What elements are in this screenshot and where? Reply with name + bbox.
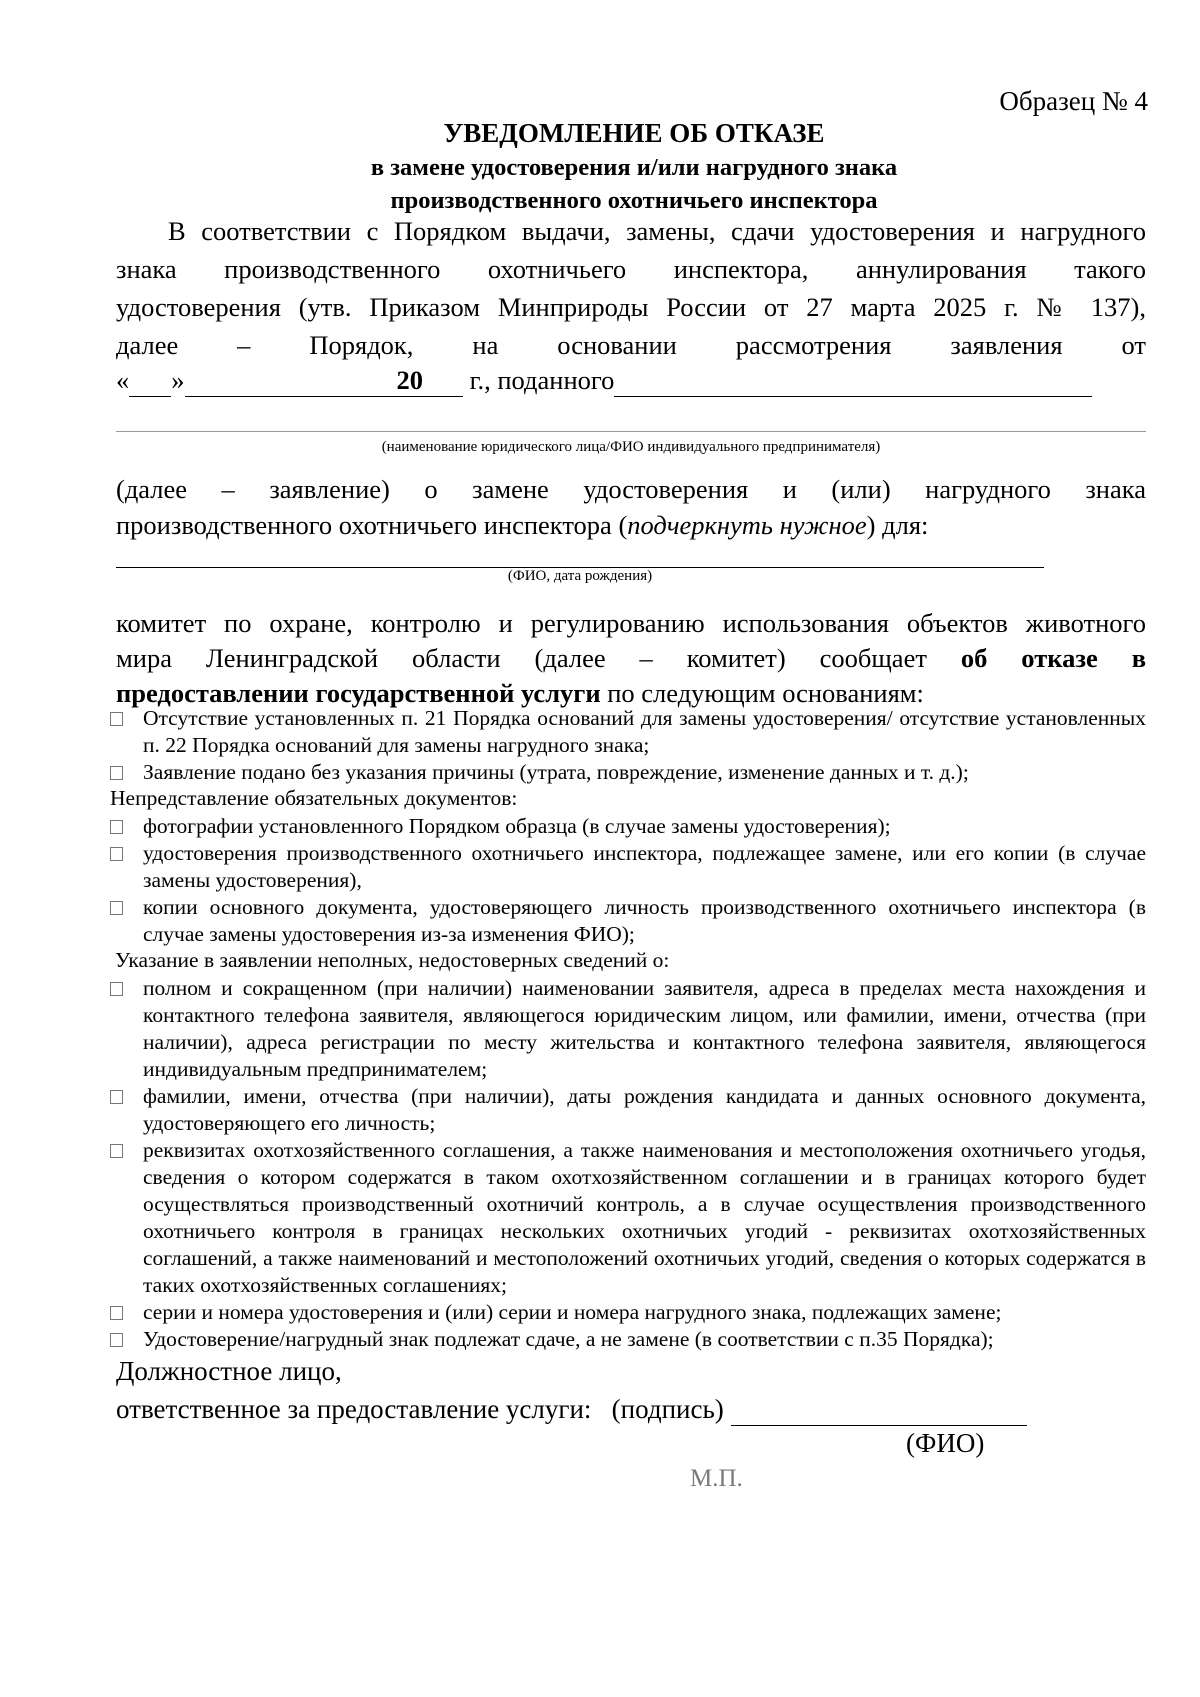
checkbox[interactable] xyxy=(110,712,123,726)
document-subtitle-2: производственного охотничьего инспектора xyxy=(390,187,878,214)
day-blank[interactable] xyxy=(129,365,171,397)
reason-no-grounds: Отсутствие установленных п. 21 Порядка оснований для замены удостоверения/ отсутствие установленных п. 22 Порядка оснований для замены нагрудного знака; xyxy=(143,705,1146,759)
reason-doc-identity: копии основного документа, удостоверяющего личность производственного охотничьего инспектора (в случае замены удостоверения из-за изменения ФИО); xyxy=(143,894,1146,948)
submitted-label: г., поданного xyxy=(469,365,615,395)
reason-doc-certificate: удостоверения производственного охотничьего инспектора, подлежащее замене, или его копии (в случае замены удостоверения), xyxy=(143,840,1146,894)
intro-line-4: далее – Порядок, на основании рассмотрения заявления от xyxy=(116,330,1146,360)
quote-open: « xyxy=(116,365,130,395)
reason-doc-photo: фотографии установленного Порядком образца (в случае замены удостоверения); xyxy=(143,813,1146,840)
docs-header: Непредставление обязательных документов: xyxy=(110,786,518,810)
reason-surrender: Удостоверение/нагрудный знак подлежат сдаче, а не замене (в соответствии с п.35 Порядка); xyxy=(143,1326,1146,1353)
checkbox[interactable] xyxy=(110,1306,123,1320)
reason-no-cause: Заявление подано без указания причины (утрата, повреждение, изменение данных и т. д.); xyxy=(143,759,1146,786)
statement-line-1: (далее – заявление) о замене удостоверения и (или) нагрудного знака xyxy=(116,474,1146,504)
month-blank[interactable] xyxy=(185,365,397,397)
committee-line-2: мира Ленинградской области (далее – комитет) сообщает об отказе в xyxy=(116,643,1146,673)
checkbox[interactable] xyxy=(110,766,123,780)
applicant-caption: (наименование юридического лица/ФИО индивидуального предпринимателя) xyxy=(381,439,881,455)
intro-line-3: удостоверения (утв. Приказом Минприроды России от 27 марта 2025 г. № 137), xyxy=(116,292,1146,322)
checkbox[interactable] xyxy=(110,820,123,834)
sample-number: Образец № 4 xyxy=(999,86,1148,116)
signature-line[interactable] xyxy=(731,1394,1027,1426)
official-responsible-row xyxy=(116,1394,1027,1426)
signature-label: (подпись) xyxy=(611,1394,724,1424)
checkbox[interactable] xyxy=(110,1333,123,1347)
reason-info-candidate: фамилии, имени, отчества (при наличии), даты рождения кандидата и данных основного документа, удостоверяющего его личность; xyxy=(143,1083,1146,1137)
year-blank[interactable] xyxy=(423,365,463,397)
checkbox[interactable] xyxy=(110,847,123,861)
person-caption: (ФИО, дата рождения) xyxy=(507,568,653,584)
checkbox[interactable] xyxy=(110,982,123,996)
year-prefix: 20 xyxy=(396,365,423,395)
checkbox[interactable] xyxy=(110,901,123,915)
responsible-label: ответственное за предоставление услуги: xyxy=(116,1394,592,1424)
committee-line-3: предоставлении государственной услуги по следующим основаниям: xyxy=(116,678,924,708)
reason-info-applicant: полном и сокращенном (при наличии) наименовании заявителя, адреса в пределах места нахождения и контактного телефона заявителя, являющегося юридическим лицом, или фамилии, имени, отчества (при наличии), адреса регистрации по месту жительства и контактного телефона заявителя, являющегося индивидуальным предпринимателем; xyxy=(143,975,1146,1083)
intro-line-1: В соответствии с Порядком выдачи, замены, сдачи удостоверения и нагрудного xyxy=(168,216,1146,246)
document-title: УВЕДОМЛЕНИЕ ОБ ОТКАЗЕ xyxy=(443,118,825,148)
application-date-row xyxy=(116,365,1146,397)
fio-label: (ФИО) xyxy=(906,1428,985,1458)
stamp-placeholder: М.П. xyxy=(690,1465,743,1492)
committee-line-1: комитет по охране, контролю и регулированию использования объектов животного xyxy=(116,608,1146,638)
document-subtitle-1: в замене удостоверения и/или нагрудного знака xyxy=(370,154,898,181)
info-header: Указание в заявлении неполных, недостоверных сведений о: xyxy=(115,948,670,972)
submitted-by-blank[interactable] xyxy=(614,365,1092,397)
intro-line-2: знака производственного охотничьего инспектора, аннулирования такого xyxy=(116,254,1146,284)
official-label: Должностное лицо, xyxy=(116,1356,342,1386)
underline-hint: подчеркнуть нужное xyxy=(627,510,867,540)
reason-info-series: серии и номера удостоверения и (или) серии и номера нагрудного знака, подлежащих замене; xyxy=(143,1299,1146,1326)
checkbox[interactable] xyxy=(110,1090,123,1104)
reason-info-agreement: реквизитах охотхозяйственного соглашения, а также наименования и местоположения охотничьего угодья, сведения о котором содержатся в таком охотхозяйственном соглашении и в границах которого будет осуществляться производственный охотничий контроль, а в случае осуществления производственного охотничьего контроля в границах нескольких охотничьих угодий - реквизитах охотхозяйственных соглашений, а также наименований и местоположений охотничьих угодий, сведения о которых содержатся в таких охотхозяйственных соглашениях; xyxy=(143,1137,1146,1299)
checkbox[interactable] xyxy=(110,1144,123,1158)
quote-close: » xyxy=(171,365,185,395)
statement-line-2: производственного охотничьего инспектора (подчеркнуть нужное) для: xyxy=(116,510,929,540)
applicant-name-line[interactable] xyxy=(116,431,1146,432)
